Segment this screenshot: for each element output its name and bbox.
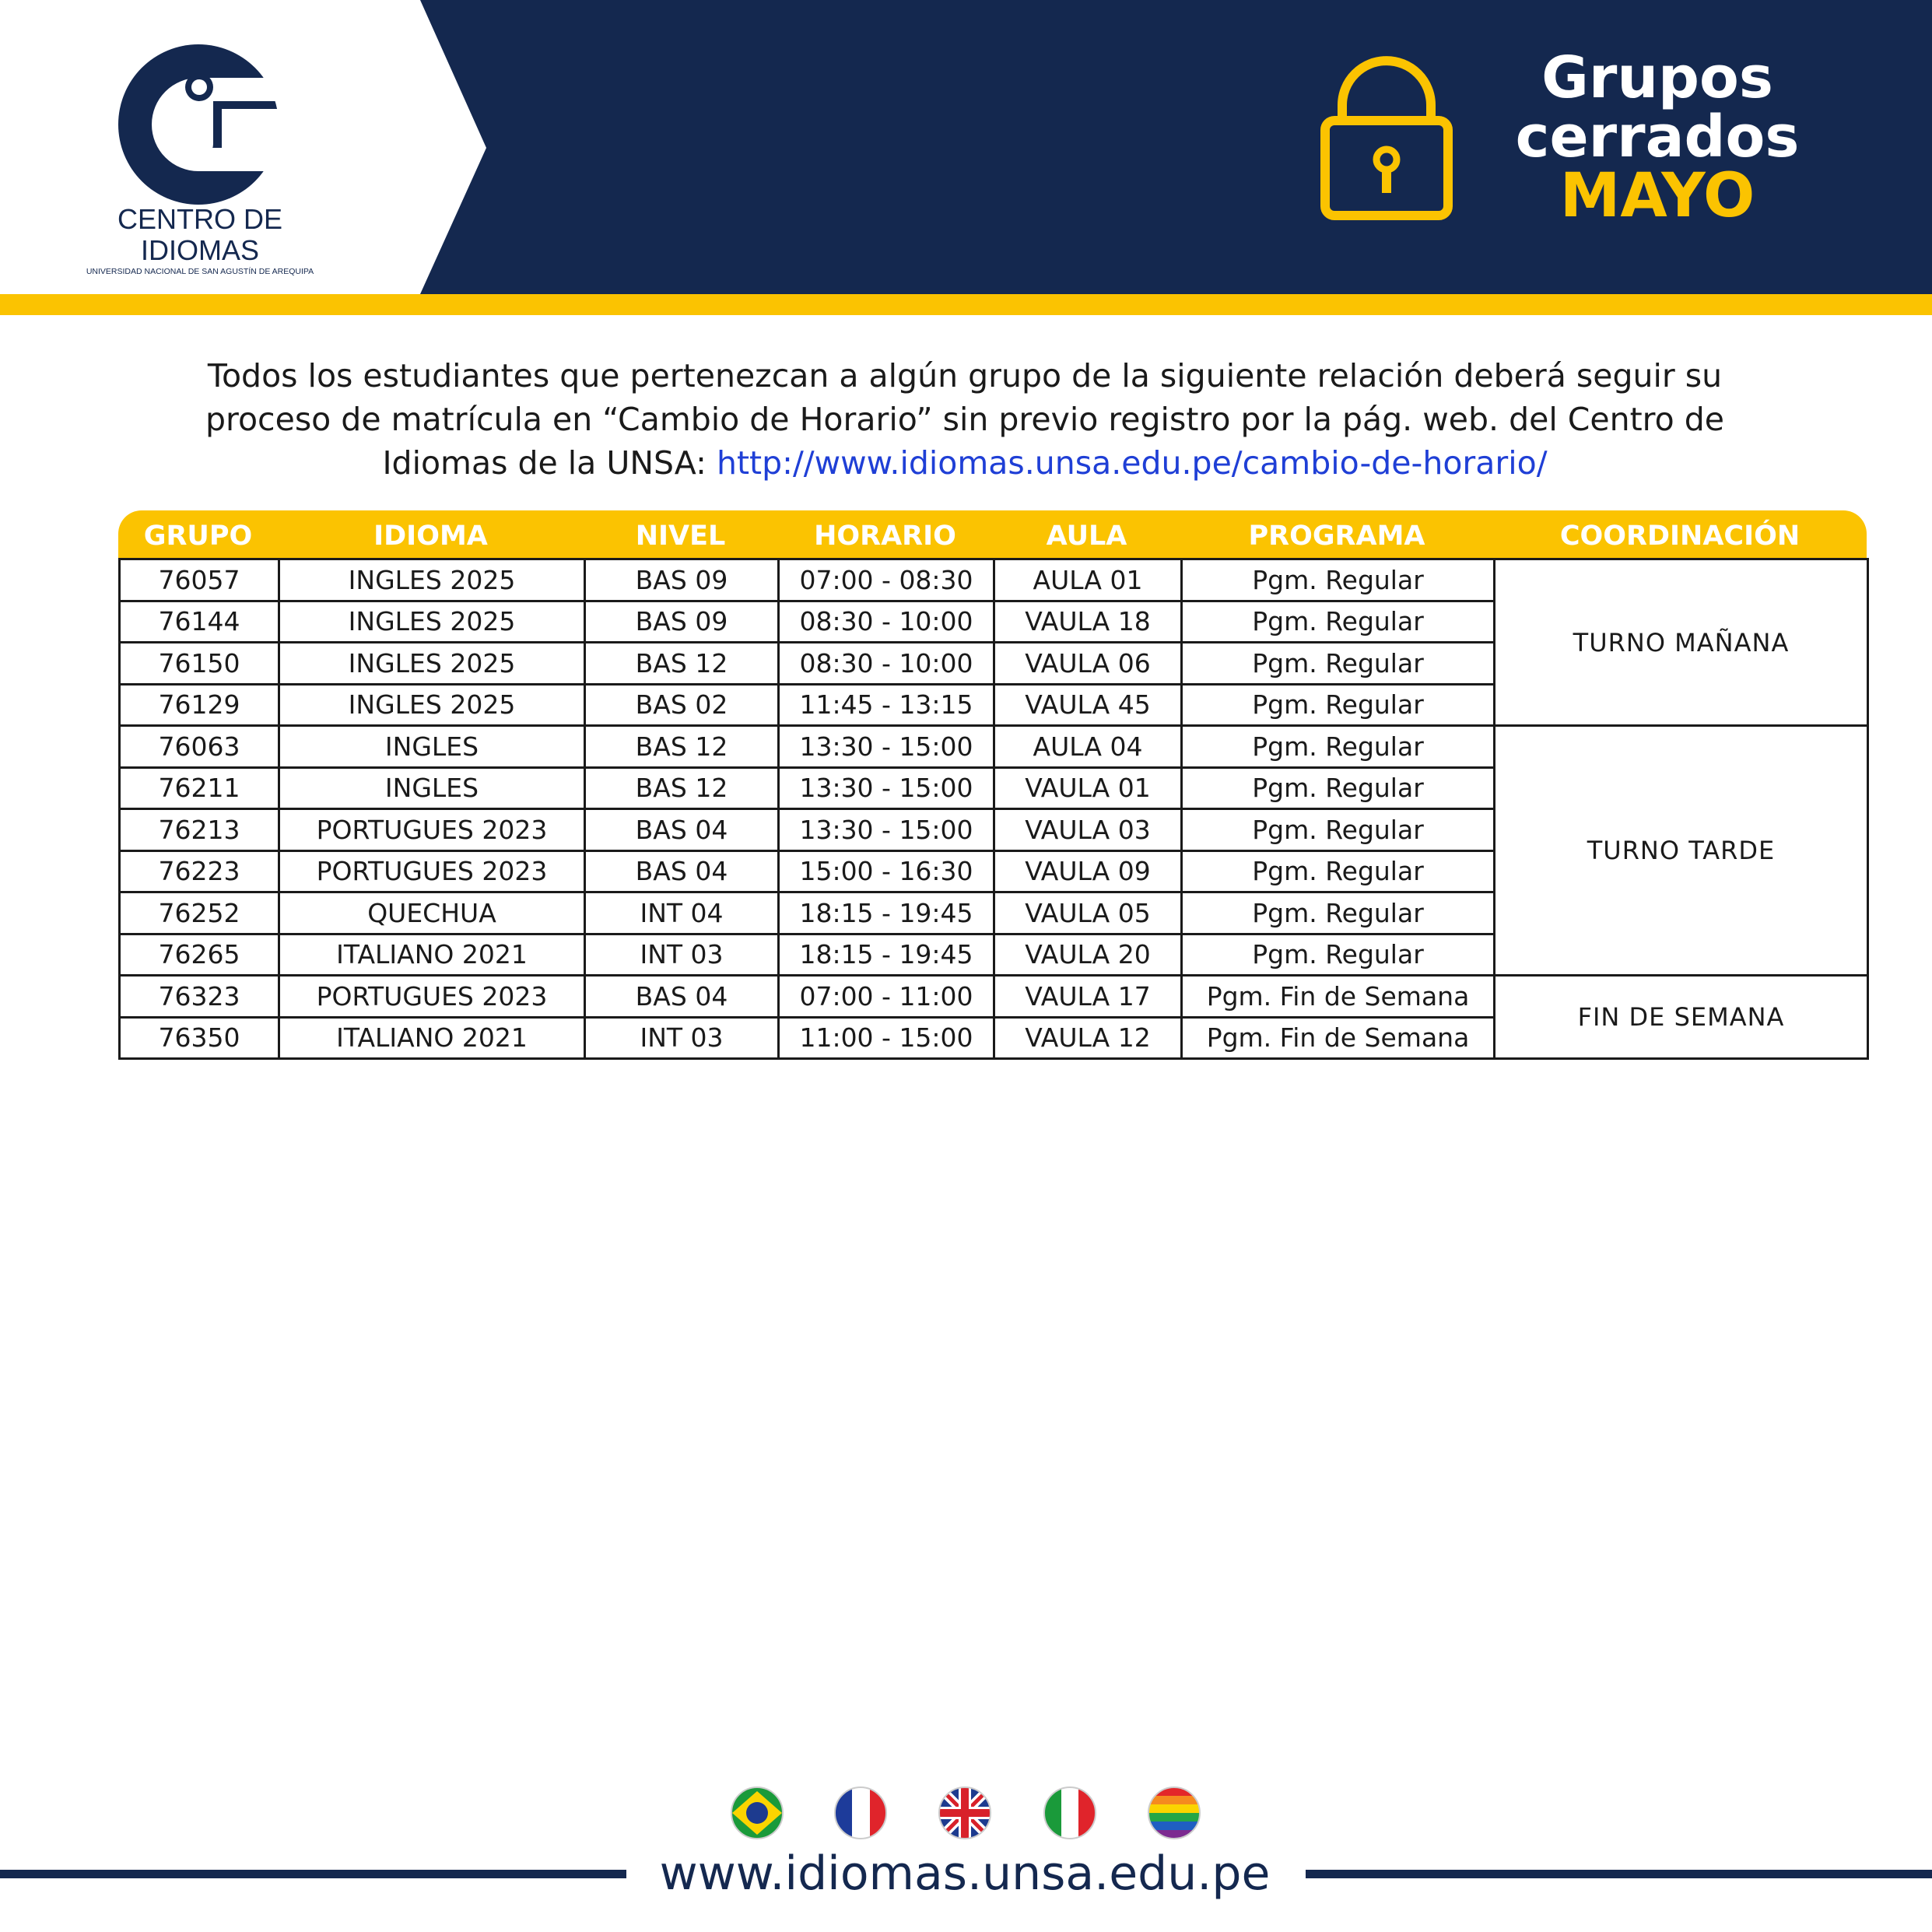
header-grupo: GRUPO xyxy=(143,521,253,552)
cell-aula: VAULA 06 xyxy=(994,643,1182,685)
logo xyxy=(56,204,344,277)
cell-nivel: BAS 09 xyxy=(585,601,779,643)
footer-line-right xyxy=(1306,1870,1932,1878)
cell-coordinacion: FIN DE SEMANA xyxy=(1495,976,1868,1059)
groups-table-body xyxy=(118,558,1869,1060)
cell-nivel: BAS 04 xyxy=(585,850,779,892)
cell-aula: VAULA 01 xyxy=(994,767,1182,809)
cell-programa: Pgm. Regular xyxy=(1182,934,1495,976)
cell-idioma: INGLES xyxy=(279,767,585,809)
cell-aula: VAULA 09 xyxy=(994,850,1182,892)
cell-programa: Pgm. Regular xyxy=(1182,726,1495,768)
cell-grupo: 76063 xyxy=(120,726,279,768)
cell-coordinacion: TURNO MAÑANA xyxy=(1495,559,1868,726)
cell-grupo: 76213 xyxy=(120,809,279,851)
cell-aula: VAULA 18 xyxy=(994,601,1182,643)
uk-flag-icon xyxy=(934,1782,996,1844)
rainbow-flag-icon xyxy=(1144,1787,1206,1839)
cell-nivel: INT 03 xyxy=(585,934,779,976)
cell-aula: VAULA 20 xyxy=(994,934,1182,976)
cell-grupo: 76150 xyxy=(120,643,279,685)
cell-grupo: 76323 xyxy=(120,976,279,1018)
cell-nivel: BAS 09 xyxy=(585,559,779,601)
header-banner xyxy=(0,0,1932,315)
cell-grupo: 76265 xyxy=(120,934,279,976)
cell-aula: VAULA 05 xyxy=(994,892,1182,934)
header-coordinacion: COORDINACIÓN xyxy=(1559,521,1801,552)
cell-nivel: BAS 04 xyxy=(585,809,779,851)
cell-horario: 08:30 - 10:00 xyxy=(779,643,994,685)
footer-website-link[interactable]: www.idiomas.unsa.edu.pe xyxy=(659,1846,1271,1901)
cell-programa: Pgm. Regular xyxy=(1182,767,1495,809)
cell-programa: Pgm. Regular xyxy=(1182,892,1495,934)
cell-nivel: INT 03 xyxy=(585,1017,779,1059)
cell-idioma: PORTUGUES 2023 xyxy=(279,976,585,1018)
cell-programa: Pgm. Regular xyxy=(1182,684,1495,726)
cell-nivel: BAS 02 xyxy=(585,684,779,726)
cell-grupo: 76211 xyxy=(120,767,279,809)
cell-aula: AULA 01 xyxy=(994,559,1182,601)
cell-nivel: BAS 12 xyxy=(585,643,779,685)
cell-grupo: 76057 xyxy=(120,559,279,601)
cell-coordinacion: TURNO TARDE xyxy=(1495,726,1868,976)
cell-programa: Pgm. Regular xyxy=(1182,601,1495,643)
cell-horario: 11:45 - 13:15 xyxy=(779,684,994,726)
table-header xyxy=(118,510,1867,558)
cell-nivel: BAS 12 xyxy=(585,726,779,768)
cell-aula: VAULA 17 xyxy=(994,976,1182,1018)
cell-programa: Pgm. Fin de Semana xyxy=(1182,1017,1495,1059)
cell-horario: 15:00 - 16:30 xyxy=(779,850,994,892)
closed-groups-table xyxy=(118,510,1867,1060)
cell-aula: VAULA 12 xyxy=(994,1017,1182,1059)
cell-idioma: PORTUGUES 2023 xyxy=(279,850,585,892)
cell-horario: 18:15 - 19:45 xyxy=(779,934,994,976)
cell-nivel: BAS 12 xyxy=(585,767,779,809)
schedule-change-link[interactable]: http://www.idiomas.unsa.edu.pe/cambio-de-horario/ xyxy=(716,444,1548,482)
cell-idioma: INGLES 2025 xyxy=(279,643,585,685)
cell-programa: Pgm. Regular xyxy=(1182,559,1495,601)
cell-idioma: ITALIANO 2021 xyxy=(279,934,585,976)
cell-horario: 13:30 - 15:00 xyxy=(779,726,994,768)
title-month: MAYO xyxy=(1559,161,1755,231)
intro-paragraph xyxy=(148,354,1782,485)
cell-grupo: 76144 xyxy=(120,601,279,643)
cell-idioma: ITALIANO 2021 xyxy=(279,1017,585,1059)
cell-aula: AULA 04 xyxy=(994,726,1182,768)
cell-horario: 13:30 - 15:00 xyxy=(779,767,994,809)
france-flag-icon xyxy=(833,1782,889,1844)
cell-horario: 07:00 - 11:00 xyxy=(779,976,994,1018)
cell-grupo: 76252 xyxy=(120,892,279,934)
page-title xyxy=(1478,44,1836,231)
cell-horario: 07:00 - 08:30 xyxy=(779,559,994,601)
logo-name: CENTRO DE IDIOMAS xyxy=(117,203,282,266)
table-row xyxy=(120,559,1868,601)
header-nivel: NIVEL xyxy=(635,521,726,552)
italy-flag-icon xyxy=(1043,1782,1097,1844)
logo-c-icon xyxy=(118,44,280,205)
cell-horario: 18:15 - 19:45 xyxy=(779,892,994,934)
logo-subtitle: UNIVERSIDAD NACIONAL DE SAN AGUSTÍN DE AREQUIPA xyxy=(86,267,314,276)
header-idioma: IDIOMA xyxy=(373,521,488,552)
cell-nivel: BAS 04 xyxy=(585,976,779,1018)
cell-horario: 13:30 - 15:00 xyxy=(779,809,994,851)
cell-idioma: INGLES 2025 xyxy=(279,601,585,643)
cell-programa: Pgm. Regular xyxy=(1182,850,1495,892)
header-horario: HORARIO xyxy=(814,521,956,552)
cell-programa: Pgm. Regular xyxy=(1182,809,1495,851)
cell-aula: VAULA 03 xyxy=(994,809,1182,851)
cell-programa: Pgm. Fin de Semana xyxy=(1182,976,1495,1018)
cell-idioma: INGLES xyxy=(279,726,585,768)
intro-text: Todos los estudiantes que pertenezcan a algún grupo de la siguiente relación deberá seguir su proceso de matrícula en “Cambio de Horario” sin previo registro por la pág. web. del Centro de Idiomas de la UNSA: xyxy=(205,357,1725,482)
language-flags xyxy=(0,1782,1932,1844)
cell-horario: 11:00 - 15:00 xyxy=(779,1017,994,1059)
title-line-1: Grupos xyxy=(1541,44,1773,111)
header-aula: AULA xyxy=(1046,521,1127,552)
cell-idioma: INGLES 2025 xyxy=(279,684,585,726)
cell-grupo: 76223 xyxy=(120,850,279,892)
cell-idioma: PORTUGUES 2023 xyxy=(279,809,585,851)
title-line-2: cerrados xyxy=(1515,103,1800,170)
cell-grupo: 76129 xyxy=(120,684,279,726)
cell-aula: VAULA 45 xyxy=(994,684,1182,726)
cell-horario: 08:30 - 10:00 xyxy=(779,601,994,643)
footer-line-left xyxy=(0,1870,626,1878)
cell-idioma: QUECHUA xyxy=(279,892,585,934)
cell-idioma: INGLES 2025 xyxy=(279,559,585,601)
cell-programa: Pgm. Regular xyxy=(1182,643,1495,685)
header-programa: PROGRAMA xyxy=(1248,521,1425,552)
cell-nivel: INT 04 xyxy=(585,892,779,934)
table-row xyxy=(120,726,1868,768)
cell-grupo: 76350 xyxy=(120,1017,279,1059)
table-row xyxy=(120,976,1868,1018)
